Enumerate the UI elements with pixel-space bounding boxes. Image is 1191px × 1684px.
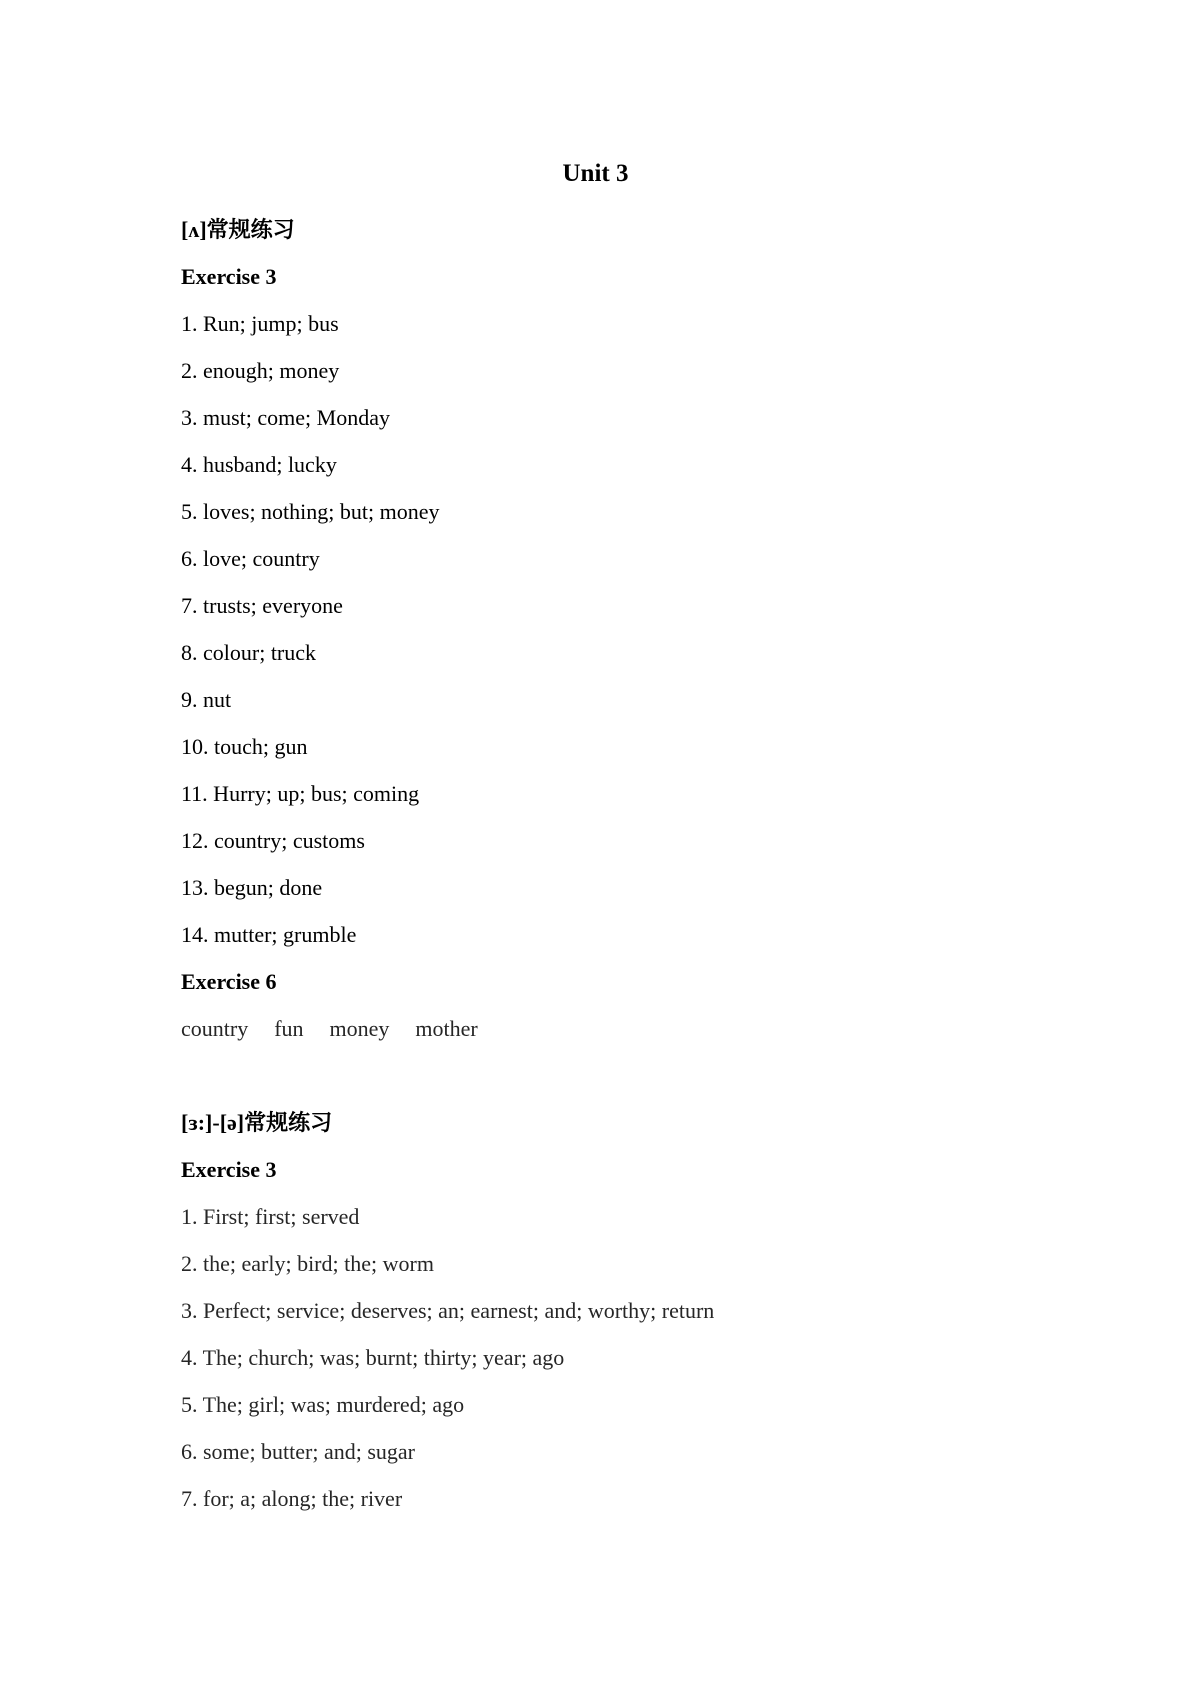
exercise-heading: Exercise 3 xyxy=(181,264,277,289)
answer-item: 2. the; early; bird; the; worm xyxy=(181,1251,434,1276)
answer-item: 7. for; a; along; the; river xyxy=(181,1486,403,1511)
answer-item: 4. The; church; was; burnt; thirty; year; ago xyxy=(181,1345,565,1370)
answer-item: 6. love; country xyxy=(181,546,320,571)
answer-item: 2. enough; money xyxy=(181,358,340,383)
answer-item: 7. trusts; everyone xyxy=(181,593,343,618)
answer-item: 3. must; come; Monday xyxy=(181,405,390,430)
section-heading-er: [ɜ:]-[ə]常规练习 xyxy=(181,1110,333,1135)
answer-item: 1. First; first; served xyxy=(181,1204,360,1229)
answer-item: 4. husband; lucky xyxy=(181,452,337,477)
answer-item: 5. The; girl; was; murdered; ago xyxy=(181,1392,465,1417)
exercise-heading: Exercise 6 xyxy=(181,969,277,994)
section-spacer xyxy=(181,1060,1081,1107)
answer-item: 12. country; customs xyxy=(181,828,365,853)
page-title: Unit 3 xyxy=(562,160,629,187)
answer-item: 11. Hurry; up; bus; coming xyxy=(181,781,420,806)
word-item: fun xyxy=(274,1016,304,1041)
word-list xyxy=(181,1013,1081,1060)
section-heading-uh: [ʌ]常规练习 xyxy=(181,217,295,242)
answer-item: 5. loves; nothing; but; money xyxy=(181,499,440,524)
answer-item: 8. colour; truck xyxy=(181,640,317,665)
answer-item: 6. some; butter; and; sugar xyxy=(181,1439,416,1464)
answer-item: 3. Perfect; service; deserves; an; earnest; and; worthy; return xyxy=(181,1298,715,1323)
answer-item: 13. begun; done xyxy=(181,875,323,900)
answer-list xyxy=(181,1201,1081,1530)
answer-list xyxy=(181,308,1081,966)
word-item: country xyxy=(181,1016,249,1041)
answer-item: 1. Run; jump; bus xyxy=(181,311,339,336)
word-item: money xyxy=(329,1016,390,1041)
exercise-heading: Exercise 3 xyxy=(181,1157,277,1182)
answer-item: 10. touch; gun xyxy=(181,734,308,759)
answer-item: 14. mutter; grumble xyxy=(181,922,357,947)
word-item: mother xyxy=(415,1016,478,1041)
document-body xyxy=(181,214,1081,1530)
answer-item: 9. nut xyxy=(181,687,232,712)
